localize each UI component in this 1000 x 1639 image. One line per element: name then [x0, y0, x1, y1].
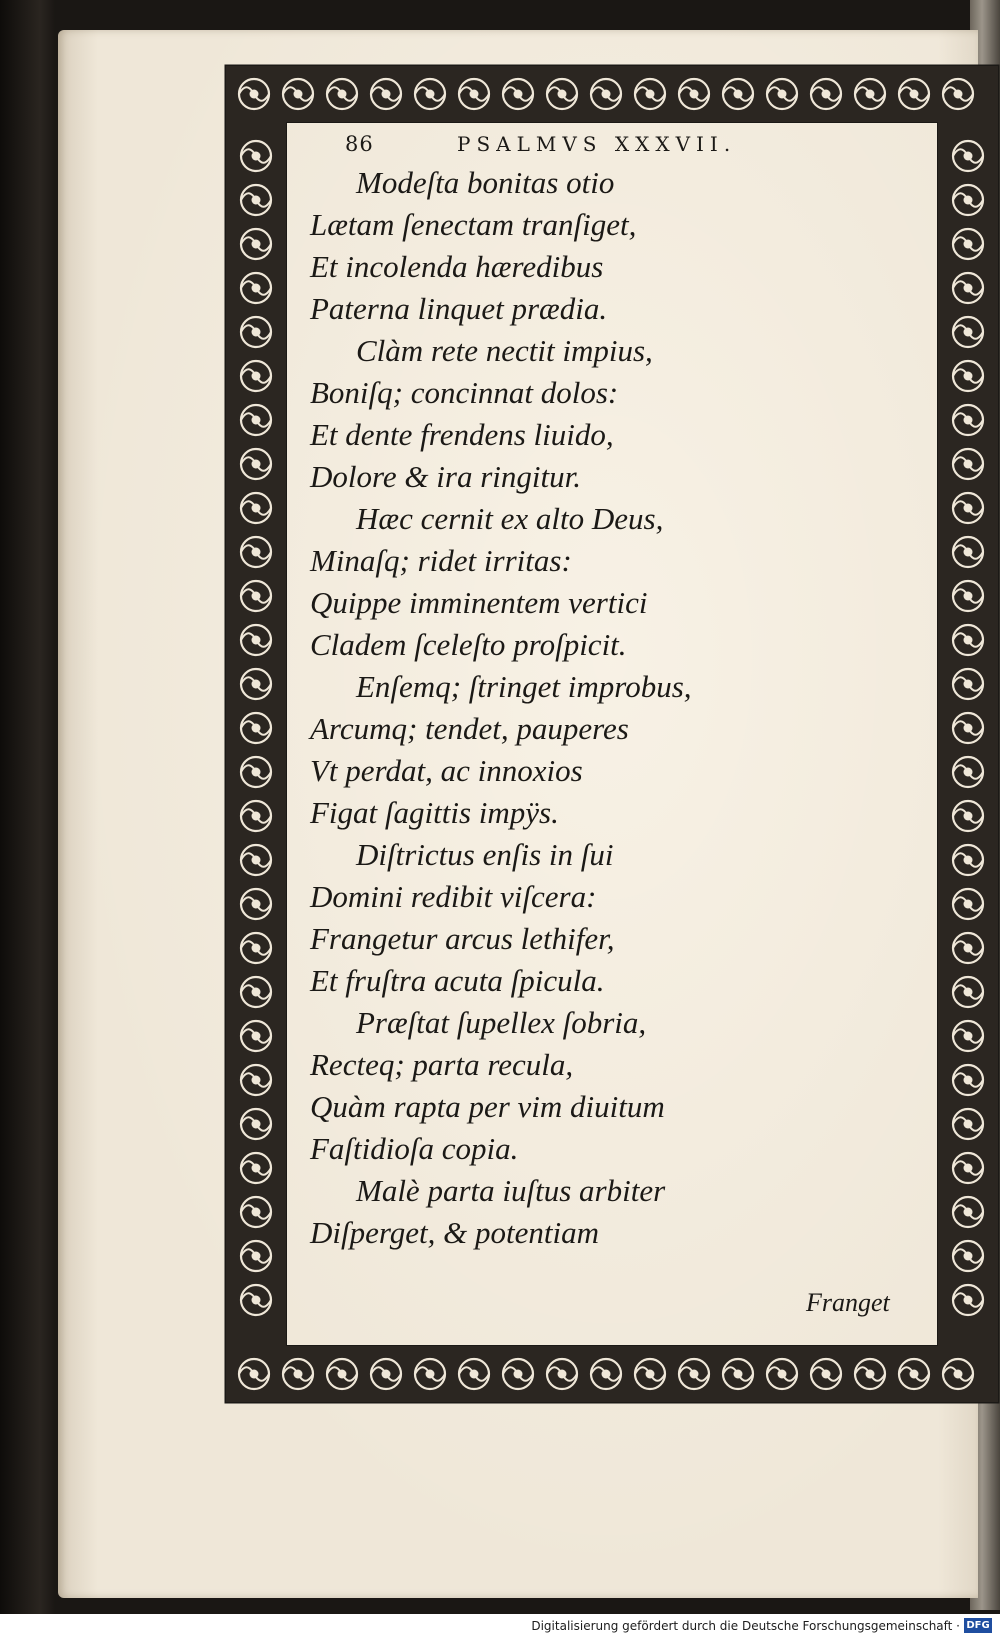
page-number: 86: [345, 132, 374, 156]
verse-line: Boniſq; concinnat dolos:: [310, 375, 619, 410]
footer-credit: Digitalisierung gefördert durch die Deutsche Forschungsgemeinschaft ·: [531, 1619, 960, 1633]
digitization-footer: [0, 1614, 1000, 1639]
catchword: Franget: [806, 1288, 890, 1317]
verse-line: Dolore & ira ringitur.: [310, 459, 581, 494]
verse-line: Paterna linquet prædia.: [310, 291, 608, 326]
verse-line: Figat ſagittis impÿs.: [310, 795, 559, 830]
verse-line: Lætam ſenectam tranſiget,: [310, 207, 637, 242]
verse-line: Quippe imminentem vertici: [310, 585, 648, 620]
verse-line: Hæc cernit ex alto Deus,: [356, 501, 664, 536]
verse-line: Diſperget, & potentiam: [310, 1215, 600, 1250]
verse-line: Diſtrictus enſis in ſui: [356, 837, 614, 872]
verse-line: Vt perdat, ac innoxios: [310, 753, 583, 788]
page-header: [345, 132, 845, 166]
verse-line: Cladem ſceleſto proſpicit.: [310, 627, 627, 662]
verse-line: Modeſta bonitas otio: [356, 165, 615, 200]
verse-line: Et incolenda hæredibus: [310, 249, 604, 284]
verse-line: Frangetur arcus lethifer,: [310, 921, 615, 956]
verse-line: Domini redibit viſcera:: [310, 879, 597, 914]
verse-line: Minaſq; ridet irritas:: [310, 543, 572, 578]
verse-line: Faſtidioſa copia.: [310, 1131, 519, 1166]
verse-line: Recteq; parta recula,: [310, 1047, 574, 1082]
psalm-verses: [310, 162, 780, 1254]
verse-line: Arcumq; tendet, pauperes: [310, 711, 629, 746]
verse-line: Enſemq; ſtringet improbus,: [356, 669, 692, 704]
verse-line: Et dente frendens liuido,: [310, 417, 614, 452]
verse-line: Clàm rete nectit impius,: [356, 333, 653, 368]
verse-line: Quàm rapta per vim diuitum: [310, 1089, 665, 1124]
verse-line: Et fruſtra acuta ſpicula.: [310, 963, 605, 998]
dfg-logo-icon: DFG: [964, 1618, 992, 1633]
verse-line: Malè parta iuſtus arbiter: [356, 1173, 666, 1208]
running-head: PSALMVS XXXVII.: [457, 132, 737, 156]
verse-line: Præſtat ſupellex ſobria,: [356, 1005, 647, 1040]
